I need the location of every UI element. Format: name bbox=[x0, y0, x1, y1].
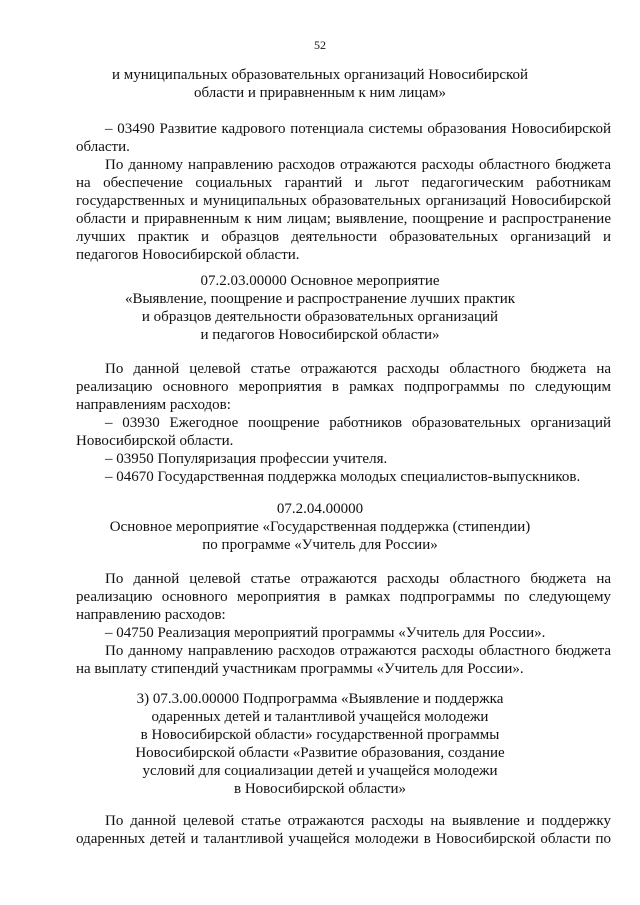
paragraph-1 bbox=[76, 156, 611, 264]
heading-line: Новосибирской области «Развитие образования, создание bbox=[135, 745, 505, 761]
text-line: – 03930 Ежегодное поощрение работников образовательных организаций bbox=[105, 415, 611, 431]
text-line: – 04670 Государственная поддержка молодых специалистов-выпускников. bbox=[105, 469, 581, 485]
text-line: По данной целевой статье отражаются расходы областного бюджета на bbox=[105, 361, 611, 377]
paragraph-4 bbox=[76, 642, 611, 678]
text-line: По данной целевой статье отражаются расходы областного бюджета на bbox=[105, 571, 611, 587]
text-line: реализацию основного мероприятия в рамках подпрограммы по следующим bbox=[76, 379, 611, 395]
heading-line: и педагогов Новосибирской области» bbox=[200, 327, 440, 343]
heading-line: 07.2.03.00000 Основное мероприятие bbox=[200, 273, 440, 289]
page-number: 52 bbox=[314, 38, 326, 52]
heading-line: области и приравненным к ним лицам» bbox=[193, 85, 447, 101]
text-line: направлению расходов: bbox=[76, 607, 226, 623]
heading-line: 3) 07.3.00.00000 Подпрограмма «Выявление и поддержка bbox=[136, 691, 504, 707]
heading-07-3 bbox=[60, 690, 580, 798]
text-line: педагогов Новосибирской области. bbox=[76, 247, 300, 263]
heading-line: и муниципальных образовательных организаций Новосибирской bbox=[111, 67, 529, 83]
text-line: реализацию основного мероприятия в рамках подпрограммы по следующему bbox=[76, 589, 611, 605]
heading-line: по программе «Учитель для России» bbox=[202, 537, 438, 553]
list-item-04670 bbox=[76, 468, 611, 486]
list-item-03930 bbox=[76, 414, 611, 450]
text-line: области и приравненным к ним лицам; выявление, поощрение и распространение bbox=[76, 211, 611, 227]
list-item-03490 bbox=[76, 120, 611, 156]
paragraph-5 bbox=[76, 812, 611, 848]
text-line: – 03490 Развитие кадрового потенциала системы образования Новосибирской bbox=[105, 121, 611, 137]
text-line: на обеспечение социальных гарантий и льгот педагогическим работникам bbox=[76, 175, 611, 191]
text-line: По данному направлению расходов отражаются расходы областного бюджета bbox=[105, 643, 611, 659]
heading-line: Основное мероприятие «Государственная поддержка (стипендии) bbox=[109, 519, 531, 535]
heading-07-2-04 bbox=[60, 500, 580, 554]
list-item-04750 bbox=[76, 624, 611, 642]
text-line: Новосибирской области. bbox=[76, 433, 234, 449]
paragraph-3 bbox=[76, 570, 611, 624]
paragraph-2 bbox=[76, 360, 611, 414]
text-line: По данной целевой статье отражаются расходы на выявление и поддержку bbox=[105, 813, 611, 829]
heading-line: условий для социализации детей и учащейся молодежи bbox=[142, 763, 498, 779]
text-line: одаренных детей и талантливой учащейся молодежи в Новосибирской области по bbox=[76, 831, 611, 847]
text-line: на выплату стипендий участникам программы «Учитель для России». bbox=[76, 661, 524, 677]
text-line: – 04750 Реализация мероприятий программы «Учитель для России». bbox=[105, 625, 546, 641]
list-item-03950 bbox=[76, 450, 611, 468]
text-line: – 03950 Популяризация профессии учителя. bbox=[105, 451, 388, 467]
heading-line: в Новосибирской области» государственной программы bbox=[140, 727, 500, 743]
section-heading-continuation bbox=[60, 66, 580, 102]
text-line: По данному направлению расходов отражаются расходы областного бюджета bbox=[105, 157, 611, 173]
heading-line: «Выявление, поощрение и распространение лучших практик bbox=[124, 291, 516, 307]
text-line: направлениям расходов: bbox=[76, 397, 231, 413]
heading-line: в Новосибирской области» bbox=[234, 781, 406, 797]
heading-07-2-03 bbox=[60, 272, 580, 344]
heading-line: одаренных детей и талантливой учащейся молодежи bbox=[151, 709, 489, 725]
heading-line: 07.2.04.00000 bbox=[276, 501, 364, 517]
heading-line: и образцов деятельности образовательных организаций bbox=[141, 309, 499, 325]
text-line: области. bbox=[76, 139, 130, 155]
text-line: лучших практик и образцов деятельности образовательных организаций и bbox=[76, 229, 611, 245]
text-line: государственных и муниципальных образовательных организаций Новосибирской bbox=[76, 193, 611, 209]
